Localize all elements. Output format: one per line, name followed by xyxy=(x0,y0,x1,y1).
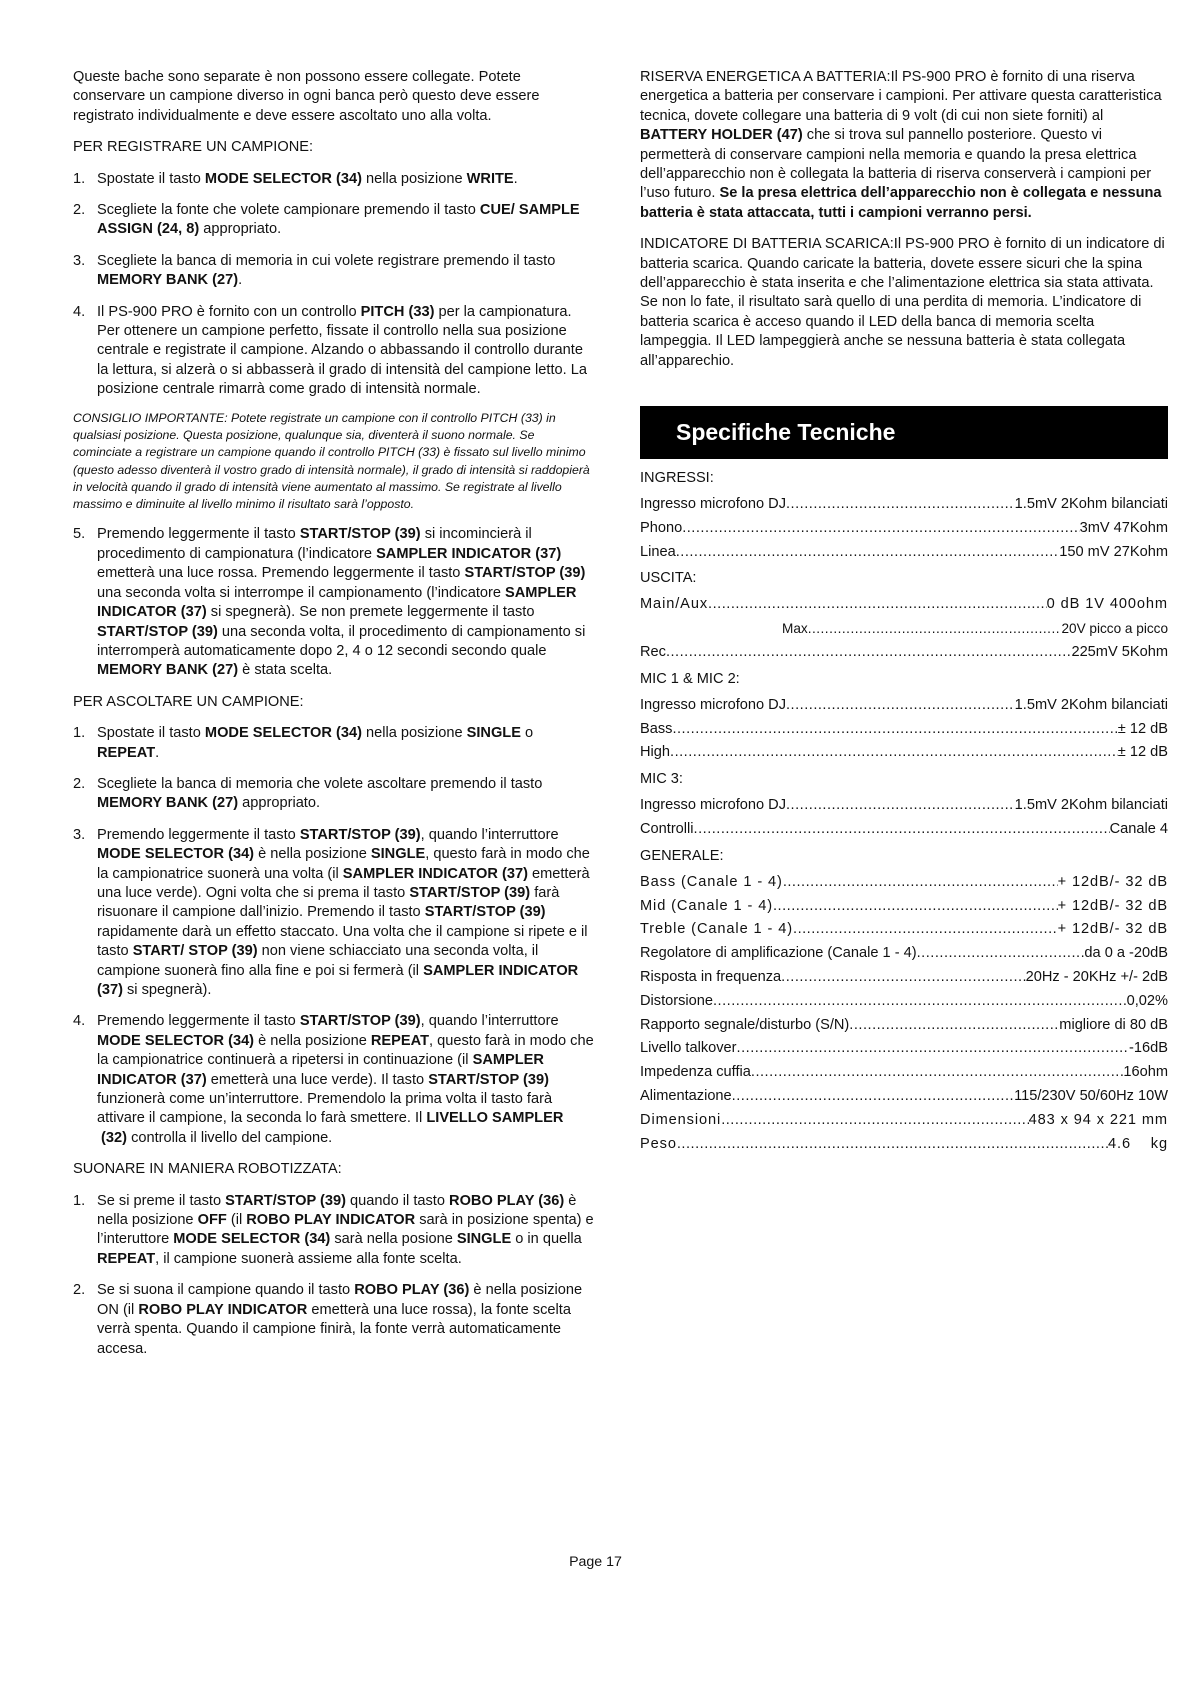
spec-value: 1.5mV 2Kohm bilanciati xyxy=(1014,496,1168,513)
spec-value: 16ohm xyxy=(1123,1064,1168,1081)
spec-row xyxy=(640,741,1168,765)
item-text: Spostate il tasto MODE SELECTOR (34) nella posizione WRITE. xyxy=(97,170,518,187)
dot-leader xyxy=(751,1061,1123,1085)
dot-leader xyxy=(666,641,1072,665)
item-number: 1. xyxy=(73,1192,86,1209)
dot-leader xyxy=(682,517,1079,541)
spec-row xyxy=(640,1061,1168,1085)
spec-row xyxy=(640,1133,1168,1157)
record-step xyxy=(73,252,595,291)
spec-row xyxy=(640,942,1168,966)
specs-banner xyxy=(640,406,1168,459)
spec-label: Alimentazione xyxy=(640,1088,732,1105)
spec-value: 3mV 47Kohm xyxy=(1079,519,1168,536)
item-text: Premendo leggermente il tasto START/STOP (39) si incomincierà il procedimento di campionatura (l’indicatore SAMPLER INDICATOR (37) emetterà una luce rossa. Premendo leggermente il tasto START/STOP (39) una seconda volta si interrompe il campionamento (l’indicatore SAMPLER INDICATOR (37) si spegnerà). Se non premete leggermente il tasto START/STOP (39) una seconda volta, il procedimento di campionamento si interromperà automaticamente dopo 2, 4 o 12 secondi secondo quale MEMORY BANK (27) è stata scelta. xyxy=(97,526,586,679)
record-step xyxy=(73,201,595,240)
spec-value: ± 12 dB xyxy=(1117,720,1168,737)
item-text: Se si suona il campione quando il tasto ROBO PLAY (36) è nella posizione ON (il ROBO PLAY INDICATOR emetterà una luce rossa), la fonte scelta verrà spenta. Quando il campione finirà, la fonte verrà automaticamente accesa. xyxy=(97,1282,583,1357)
spec-label: Rec xyxy=(640,644,666,661)
dot-leader xyxy=(783,871,1058,895)
spec-label: Risposta in frequenza xyxy=(640,969,782,986)
record-step xyxy=(73,303,595,400)
spec-row xyxy=(640,694,1168,718)
spec-value: + 12dB/- 32 dB xyxy=(1057,873,1168,890)
left-column xyxy=(73,68,595,1371)
spec-value: 0 dB 1V 400ohm xyxy=(1046,596,1168,613)
dot-leader xyxy=(708,593,1047,617)
spec-value: 20V picco a picco xyxy=(1061,621,1168,637)
item-number: 2. xyxy=(73,202,86,219)
spec-label: Bass (Canale 1 - 4) xyxy=(640,873,783,890)
dot-leader xyxy=(786,694,1015,718)
spec-section-heading: MIC 3: xyxy=(640,771,683,788)
dot-leader xyxy=(808,617,1062,641)
dot-leader xyxy=(713,990,1127,1014)
spec-row xyxy=(640,990,1168,1014)
spec-label: Treble (Canale 1 - 4) xyxy=(640,921,794,938)
spec-label: Ingresso microfono DJ xyxy=(640,496,786,513)
spec-row xyxy=(640,517,1168,541)
robo-step xyxy=(73,1281,595,1359)
spec-value: migliore di 80 dB xyxy=(1059,1016,1168,1033)
low-battery-paragraph: INDICATORE DI BATTERIA SCARICA:Il PS-900 PRO è fornito di un indicatore di batteria scarica. Quando caricate la batteria, dovete essere sicuri che la spina dell’apparecchio è stata inserita e che l’alimentazione elettrica sia stata attivata. Se non lo fate, il risultato sarà quello di una perdita di memoria. L’indicatore di batteria scarica è acceso quando il LED della banca di memoria scelta lampeggia. Il LED lampeggierà anche se nessuna batteria è stata collegata all’apparechio. xyxy=(640,236,1165,369)
spec-label: Linea xyxy=(640,543,676,560)
dot-leader xyxy=(732,1085,1014,1109)
listen-step xyxy=(73,1012,595,1148)
spec-label: Dimensioni xyxy=(640,1111,722,1128)
dot-leader xyxy=(917,942,1085,966)
spec-label: Mid (Canale 1 - 4) xyxy=(640,897,773,914)
page-footer: Page 17 xyxy=(569,1554,622,1570)
spec-section-heading: GENERALE: xyxy=(640,847,724,864)
dot-leader xyxy=(677,1133,1108,1157)
spec-label: Main/Aux xyxy=(640,596,709,613)
spec-value: 20Hz - 20KHz +/- 2dB xyxy=(1025,969,1168,986)
right-column xyxy=(640,68,1168,1156)
item-number: 4. xyxy=(73,1013,86,1030)
spec-value: Canale 4 xyxy=(1109,821,1168,838)
dot-leader xyxy=(849,1014,1059,1038)
dot-leader xyxy=(670,741,1118,765)
spec-label: Livello talkover xyxy=(640,1040,737,1057)
record-steps-list xyxy=(73,170,595,400)
item-text: Spostate il tasto MODE SELECTOR (34) nella posizione SINGLE o REPEAT. xyxy=(97,725,534,761)
dot-leader xyxy=(786,493,1015,517)
spec-value: 115/230V 50/60Hz 10W xyxy=(1014,1088,1168,1105)
dot-leader xyxy=(793,918,1058,942)
item-text: Scegliete la banca di memoria in cui volete registrare premendo il tasto MEMORY BANK (27). xyxy=(97,252,556,289)
spec-table xyxy=(640,467,1168,1156)
spec-label: Regolatore di amplificazione (Canale 1 - 4) xyxy=(640,945,917,962)
record-step xyxy=(73,170,595,189)
item-number: 2. xyxy=(73,775,86,792)
spec-label: Impedenza cuffia xyxy=(640,1064,751,1081)
spec-label: Max xyxy=(782,621,808,637)
spec-value: ± 12 dB xyxy=(1117,744,1168,761)
spec-row xyxy=(640,541,1168,565)
specs-title: Specifiche Tecniche xyxy=(676,418,896,445)
spec-row xyxy=(640,794,1168,818)
spec-row xyxy=(640,1037,1168,1061)
dot-leader xyxy=(786,794,1015,818)
spec-value: 150 mV 27Kohm xyxy=(1059,543,1168,560)
spec-row xyxy=(640,1014,1168,1038)
spec-row xyxy=(640,1085,1168,1109)
spec-value: + 12dB/- 32 dB xyxy=(1057,921,1168,938)
item-number: 1. xyxy=(73,170,86,187)
spec-row xyxy=(640,617,1168,641)
spec-row xyxy=(640,641,1168,665)
robo-step xyxy=(73,1192,595,1270)
item-number: 5. xyxy=(73,526,86,543)
item-number: 3. xyxy=(73,826,86,843)
listen-heading: PER ASCOLTARE UN CAMPIONE: xyxy=(73,693,304,710)
dot-leader xyxy=(694,818,1110,842)
spec-value: + 12dB/- 32 dB xyxy=(1057,897,1168,914)
spec-label: Phono xyxy=(640,519,683,536)
spec-row xyxy=(640,918,1168,942)
spec-label: Ingresso microfono DJ xyxy=(640,797,786,814)
dot-leader xyxy=(773,895,1058,919)
listen-step xyxy=(73,724,595,763)
spec-label: Distorsione xyxy=(640,992,713,1009)
spec-row xyxy=(640,1109,1168,1133)
spec-section-heading: USCITA: xyxy=(640,570,697,587)
listen-step xyxy=(73,826,595,1001)
important-tip: CONSIGLIO IMPORTANTE: Potete registrate un campione con il controllo PITCH (33) in qualsiasi posizione. Questa posizione, qualunque sia, diventerà il suono normale. Se cominciate a registrare un campione quando il controllo PITCH (33) è fissato sul livello minimo (questo adesso diventerà il vostro grado di intensità normale), il grado di intensità si raddopierà in velocità quando il grado di intensità viene aumentato al massimo. Se registrate al livello massimo e diminuite al livello minimo il risultato sarà l’opposto. xyxy=(73,410,590,512)
spec-value: -16dB xyxy=(1129,1040,1168,1057)
intro-paragraph: Queste bache sono separate è non possono essere collegate. Potete conservare un campione diverso in ogni banca però questo deve essere registrato individualmente e deve essere ascoltato uno alla volta. xyxy=(73,69,540,124)
spec-row xyxy=(640,593,1168,617)
dot-leader xyxy=(781,966,1025,990)
listen-step xyxy=(73,775,595,814)
item-text: Il PS-900 PRO è fornito con un controllo PITCH (33) per la campionatura. Per ottenere un campione perfetto, fissate il controllo nella sua posizione centrale e registrate il campione. Alzando o abbassando il controllo durante la lettura, si alzerà o si abbasserà il grado di intensità del campione letto. La posizione centrale rimarrà come grado di intensità normale. xyxy=(97,303,587,398)
spec-section-heading: MIC 1 & MIC 2: xyxy=(640,670,740,687)
spec-label: High xyxy=(640,744,671,761)
spec-value: 0,02% xyxy=(1126,992,1168,1009)
item-text: Scegliete la banca di memoria che volete ascoltare premendo il tasto MEMORY BANK (27) appropriato. xyxy=(97,775,543,812)
spec-row xyxy=(640,966,1168,990)
spec-value: 1.5mV 2Kohm bilanciati xyxy=(1014,797,1168,814)
spec-label: Rapporto segnale/disturbo (S/N) xyxy=(640,1016,850,1033)
spec-value: 483 x 94 x 221 mm xyxy=(1028,1111,1168,1128)
robo-steps-list xyxy=(73,1192,595,1359)
spec-row xyxy=(640,871,1168,895)
dot-leader xyxy=(721,1109,1028,1133)
spec-value: 1.5mV 2Kohm bilanciati xyxy=(1014,696,1168,713)
spec-row xyxy=(640,493,1168,517)
item-number: 2. xyxy=(73,1282,86,1299)
spec-row xyxy=(640,818,1168,842)
item-number: 4. xyxy=(73,303,86,320)
spec-value: 4.6 kg xyxy=(1107,1135,1168,1152)
item-number: 3. xyxy=(73,252,86,269)
robo-heading: SUONARE IN MANIERA ROBOTIZZATA: xyxy=(73,1161,342,1178)
item-text: Premendo leggermente il tasto START/STOP (39), quando l’interruttore MODE SELECTOR (34) è nella posizione REPEAT, questo farà in modo che la campionatrice continuerà a ripetersi in continuazione (il SAMPLER INDICATOR (37) emetterà una luce verde). Il tasto START/STOP (39) funzionerà come un’interruttore. Premendolo la prima volta il tasto farà attivare il campione, la seconda lo farà smettere. Il LIVELLO SAMPLER (32) controlla il livello del campione. xyxy=(97,1013,594,1146)
dot-leader xyxy=(676,541,1060,565)
listen-steps-list xyxy=(73,724,595,1148)
spec-row xyxy=(640,718,1168,742)
record-step xyxy=(73,525,595,680)
spec-label: Peso xyxy=(640,1135,677,1152)
spec-label: Ingresso microfono DJ xyxy=(640,696,786,713)
spec-row xyxy=(640,895,1168,919)
record-heading: PER REGISTRARE UN CAMPIONE: xyxy=(73,139,314,156)
spec-value: da 0 a -20dB xyxy=(1084,945,1168,962)
dot-leader xyxy=(737,1037,1130,1061)
item-text: Se si preme il tasto START/STOP (39) quando il tasto ROBO PLAY (36) è nella posizione OFF (il ROBO PLAY INDICATOR sarà in posizione spenta) e l’interuttore MODE SELECTOR (34) sarà nella posione SINGLE o in quella REPEAT, il campione suonerà assieme alla fonte scelta. xyxy=(97,1192,594,1267)
spec-label: Bass xyxy=(640,720,673,737)
record-step-5 xyxy=(73,525,595,680)
spec-section-heading: INGRESSI: xyxy=(640,470,714,487)
spec-value: 225mV 5Kohm xyxy=(1071,644,1168,661)
spec-label: Controlli xyxy=(640,821,694,838)
item-text: Scegliete la fonte che volete campionare premendo il tasto CUE/ SAMPLE ASSIGN (24, 8) appropriato. xyxy=(97,202,580,238)
item-number: 1. xyxy=(73,725,86,742)
dot-leader xyxy=(672,718,1117,742)
battery-reserve-paragraph: RISERVA ENERGETICA A BATTERIA:Il PS-900 PRO è fornito di una riserva energetica a batteria per conservare i campioni. Per attivare questa caratteristica tecnica, dovete collegare una batteria di 9 volt (di cui non siete forniti) al BATTERY HOLDER (47) che si trova sul pannello posteriore. Questo vi permetterà di conservare campioni nella memoria e quando la presa elettrica dell’apparecchio non è collegata la batteria di riserva conserverà i campioni per l’uso futuro. Se la presa elettrica dell’apparecchio non è collegata e nessuna batteria è stata attaccata, tutti i campioni verranno persi. xyxy=(640,69,1162,221)
item-text: Premendo leggermente il tasto START/STOP (39), quando l’interruttore MODE SELECTOR (34) è nella posizione SINGLE, questo farà in modo che la campionatrice suonerà una volta (il SAMPLER INDICATOR (37) emetterà una luce verde). Ogni volta che si prema il tasto START/STOP (39) farà risuonare il campione dall’inizio. Premendo il tasto START/STOP (39) rapidamente darà un effetto staccato. Una volta che il campione si ripete e il tasto START/ STOP (39) non viene schiacciato una seconda volta, il campione suonerà fino alla fine e poi si fermerà (il SAMPLER INDICATOR (37) si spegnerà). xyxy=(97,826,590,998)
